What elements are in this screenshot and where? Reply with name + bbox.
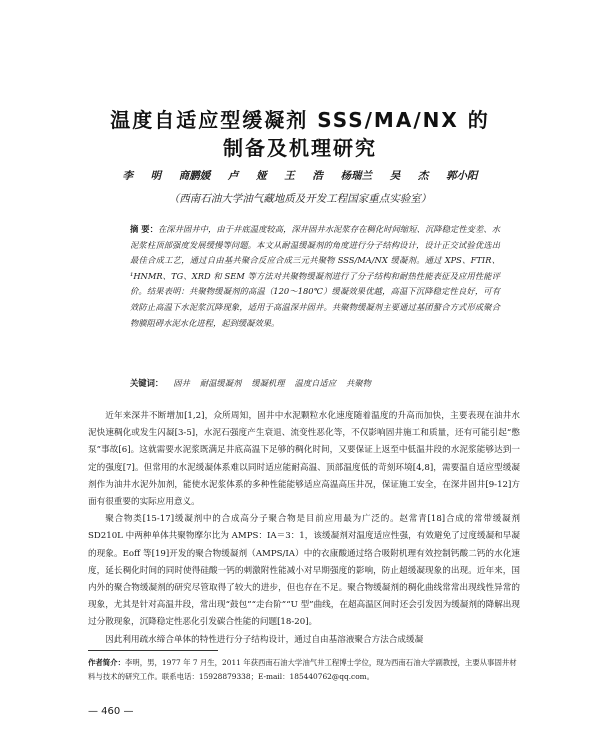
keywords-label: 关键词： [130,378,164,388]
footnote-label: 作者简介： [88,658,125,667]
body-text [88,408,520,649]
paragraph-3: 因此利用疏水缔合单体的特性进行分子结构设计，通过自由基溶液聚合方法合成缓凝 [105,634,424,645]
keywords [130,376,500,390]
paragraph-2: 聚合物类[15-17]缓凝剂中的合成高分子聚合物是目前应用最为广泛的。赵常青[18]合成的常带缓凝剂 SD210L 中两种单体共聚物摩尔比为 AMPS：IA＝3：1，该缓凝剂对温度适应性强，有效避免了过度缓凝和早凝的现象。Eoff 等[19]开发的聚合物缓凝剂（AMPS/IA）中的衣康酸通过络合吸附机理有效控制钙酸二钙的水化速度，延长稠化时间的同时使得硅酸一钙的刺激附性能减小对早期强度的影响，防止超缓凝现象的出现。近年来，国内外的聚合物缓凝剂的研究尽管取得了较大的进步，但也存在不足。聚合物缓凝剂的稠化曲线常常出现线性异常的现象，尤其是针对高温井段，常出现“鼓包”“走台阶”“U 型”曲线，在超高温区间时还会引发因为缓凝剂的降解出现过分散现象，沉降稳定性恶化引发碳合性能的问题[18-20]。 [88,514,520,628]
affiliation: （西南石油大学油气藏地质及开发工程国家重点实验室） [168,193,432,205]
keyword: 缓凝机理 [251,378,285,388]
keyword: 共聚物 [346,378,371,388]
page-number: — 460 — [88,706,134,717]
keyword: 固井 [173,378,190,388]
keyword: 耐温缓凝剂 [199,378,242,388]
abstract-label: 摘 要： [130,224,158,234]
title-line-1: 温度自适应型缓凝剂 SSS/MA/NX 的 [110,108,490,132]
abstract [130,222,500,331]
footnote-text: 李明，男，1977 年 7 月生，2011 年获西南石油大学油气井工程博士学位，现为西南石油大学副教授，主要从事固井材料与技术的研究工作。联系电话：15928879338；E-mail：185440762@qq.com。 [88,658,517,681]
keyword: 温度自适应 [294,378,337,388]
paragraph-1: 近年来深井不断增加[1,2]，众所周知，固井中水泥颗粒水化速度随着温度的升高而加快，主要表现在油井水泥快速稠化或发生闪凝[3-5]，水泥石强度产生衰退、流变性恶化等，不仅影响固井施工和质量，还有可能引起“憋泵”事故[6]。这就需要水泥浆既满足井底高温下足够的稠化时间，又要保证上返至中低温井段的水泥浆能够达到一定的强度[7]。但常用的水泥缓凝体系难以同时适应能耐高温、顶部温度低的苛刻环境[4,8]，需要温自适应型缓凝剂作为油井水泥外加剂，能使水泥浆体系的多种性能能够适应高温高压井况，保证施工安全，在深井固井[9-12]方面有很重要的实际应用意义。 [88,411,520,508]
title-line-2: 制备及机理研究 [223,136,377,160]
footnote-rule [88,650,218,651]
authors: 李 明 商鹏媛 卢 娅 王 浩 杨瑞兰 吴 杰 郭小阳 [122,170,478,182]
footnote [88,656,520,683]
abstract-text: 在深井固井中，由于井底温度较高，深井固井水泥浆存在稠化时间缩短、沉降稳定性变差、水泥浆柱顶部强度发展缓慢等问题。本文从耐温缓凝剂的角度进行分子结构设计，设计正交试验优选出最佳合成工艺，通过自由基共聚合反应合成三元共聚物 SSS/MA/NX 缓凝剂。通过 XPS、FTIR、¹HNMR、TG、XRD 和 SEM 等方法对共聚物缓凝剂进行了分子结构和耐热性能表征及应用性能评价。结果表明：共聚物缓凝剂的高温（120～180℃）缓凝效果优越，高温下沉降稳定性良好，可有效防止高温下水泥浆沉降现象，适用于高温深井固井。共聚物缓凝剂主要通过基团螯合方式形成聚合物膜阻碍水泥水化进程，起到缓凝效果。 [130,224,500,328]
